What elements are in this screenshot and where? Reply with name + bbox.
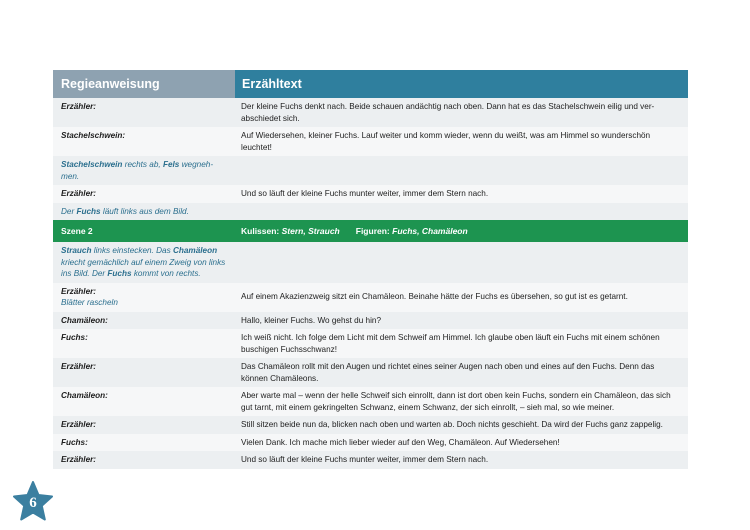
direction-text: kommt von rechts. (131, 269, 201, 278)
table-row (53, 283, 688, 312)
direction-character: Strauch (61, 246, 92, 255)
direction-text: rechts ab, (122, 160, 163, 169)
kulissen-value: Stern, Strauch (281, 226, 340, 236)
figuren-label: Figuren: (355, 226, 390, 236)
stage-direction (53, 242, 235, 283)
speaker: Fuchs: (61, 437, 88, 447)
stage-direction (53, 203, 235, 221)
dialogue: Auf Wiedersehen, kleiner Fuchs. Lauf weiter und komm wieder, wenn du weißt, was am Himmel so wunderschön leuchtet! (241, 131, 651, 152)
direction-text: läuft links aus dem Bild. (100, 206, 189, 216)
dialogue: Still sitzen beide nun da, blicken nach oben und warten ab. Doch nichts geschieht. Da wird der Fuchs ganz zappelig. (241, 420, 663, 429)
direction-text: Der (61, 206, 77, 216)
dialogue: Vielen Dank. Ich mache mich lieber wieder auf den Weg, Chamäleon. Auf Wiedersehen! (241, 437, 560, 447)
table-row (53, 434, 688, 452)
direction-character: Chamäleon (172, 246, 218, 255)
stage-direction: Blätter rascheln (61, 298, 118, 307)
speaker: Stachelschwein: (61, 131, 126, 140)
table-row (53, 416, 688, 434)
direction-character: Fels (162, 160, 180, 169)
speaker: Chamäleon: (61, 391, 108, 400)
table-row (53, 156, 688, 185)
speaker: Erzähler: (61, 362, 97, 371)
table-row (53, 185, 688, 203)
dialogue: Und so läuft der kleine Fuchs munter weiter, immer dem Stern nach. (241, 455, 489, 464)
direction-character: Fuchs (107, 269, 132, 278)
kulissen-label: Kulissen: (241, 226, 280, 236)
table-row (53, 203, 688, 221)
figuren-value: Fuchs, Chamäleon (392, 226, 468, 236)
table-row (53, 312, 688, 330)
dialogue: Und so läuft der kleine Fuchs munter weiter, immer dem Stern nach. (241, 189, 489, 198)
direction-text: wegnehmen. (61, 160, 214, 181)
direction-character: Stachelschwein (61, 160, 123, 169)
dialogue: Hallo, kleiner Fuchs. Wo gehst du hin? (241, 315, 382, 325)
dialogue: Das Chamäleon rollt mit den Augen und richtet eines seiner Augen nach oben und eines auf den Fuchs. Denn das können Chamäleons. (241, 362, 655, 383)
header-regieanweisung: Regieanweisung (53, 70, 235, 98)
speaker: Erzähler: (61, 455, 97, 464)
speaker: Fuchs: (61, 333, 88, 342)
table-row (53, 242, 688, 283)
table-header (53, 70, 688, 98)
stage-direction (53, 156, 235, 185)
speaker: Chamäleon: (61, 315, 108, 325)
scene-header (53, 220, 688, 242)
dialogue: Aber warte mal – wenn der helle Schweif sich einrollt, dann ist dort oben kein Fuchs, sondern ein Chamäleon, das sich gut tarnt, mit einem gekringelten Schwanz, einem Schwanz, der sich einrollt, – sieh mal, so wie meiner. (241, 391, 671, 412)
table-row (53, 127, 688, 156)
scene-details (235, 226, 688, 236)
speaker: Erzähler: (61, 420, 97, 429)
page-number-badge (12, 481, 54, 523)
page-number: 6 (29, 494, 37, 511)
script-table (53, 70, 688, 469)
table-row (53, 98, 688, 127)
speaker: Erzähler: (61, 189, 97, 198)
direction-text: kriecht gemächlich auf einem Zweig von links ins Bild. Der (61, 257, 226, 278)
header-erzaehltext: Erzähltext (235, 70, 688, 98)
direction-character: Fuchs (76, 206, 101, 216)
dialogue: Auf einem Akazienzweig sitzt ein Chamäleon. Beinahe hätte der Fuchs es übersehen, so gut ist es getarnt. (241, 291, 628, 301)
table-row (53, 358, 688, 387)
direction-text: links einstecken. Das (91, 246, 173, 255)
scene-label: Szene 2 (61, 226, 93, 236)
table-row (53, 451, 688, 469)
dialogue: Ich weiß nicht. Ich folge dem Licht mit dem Schweif am Himmel. Ich glaube oben läuft ein Fuchs mit einem schönen buschigen Fuchsschwanz! (241, 333, 660, 354)
speaker: Erzähler: (61, 286, 97, 296)
table-row (53, 387, 688, 416)
speaker: Erzähler: (61, 102, 97, 111)
dialogue: Der kleine Fuchs denkt nach. Beide schauen andächtig nach oben. Dann hat es das Stachelschwein eilig und verabschiedet sich. (241, 102, 655, 123)
table-row (53, 329, 688, 358)
